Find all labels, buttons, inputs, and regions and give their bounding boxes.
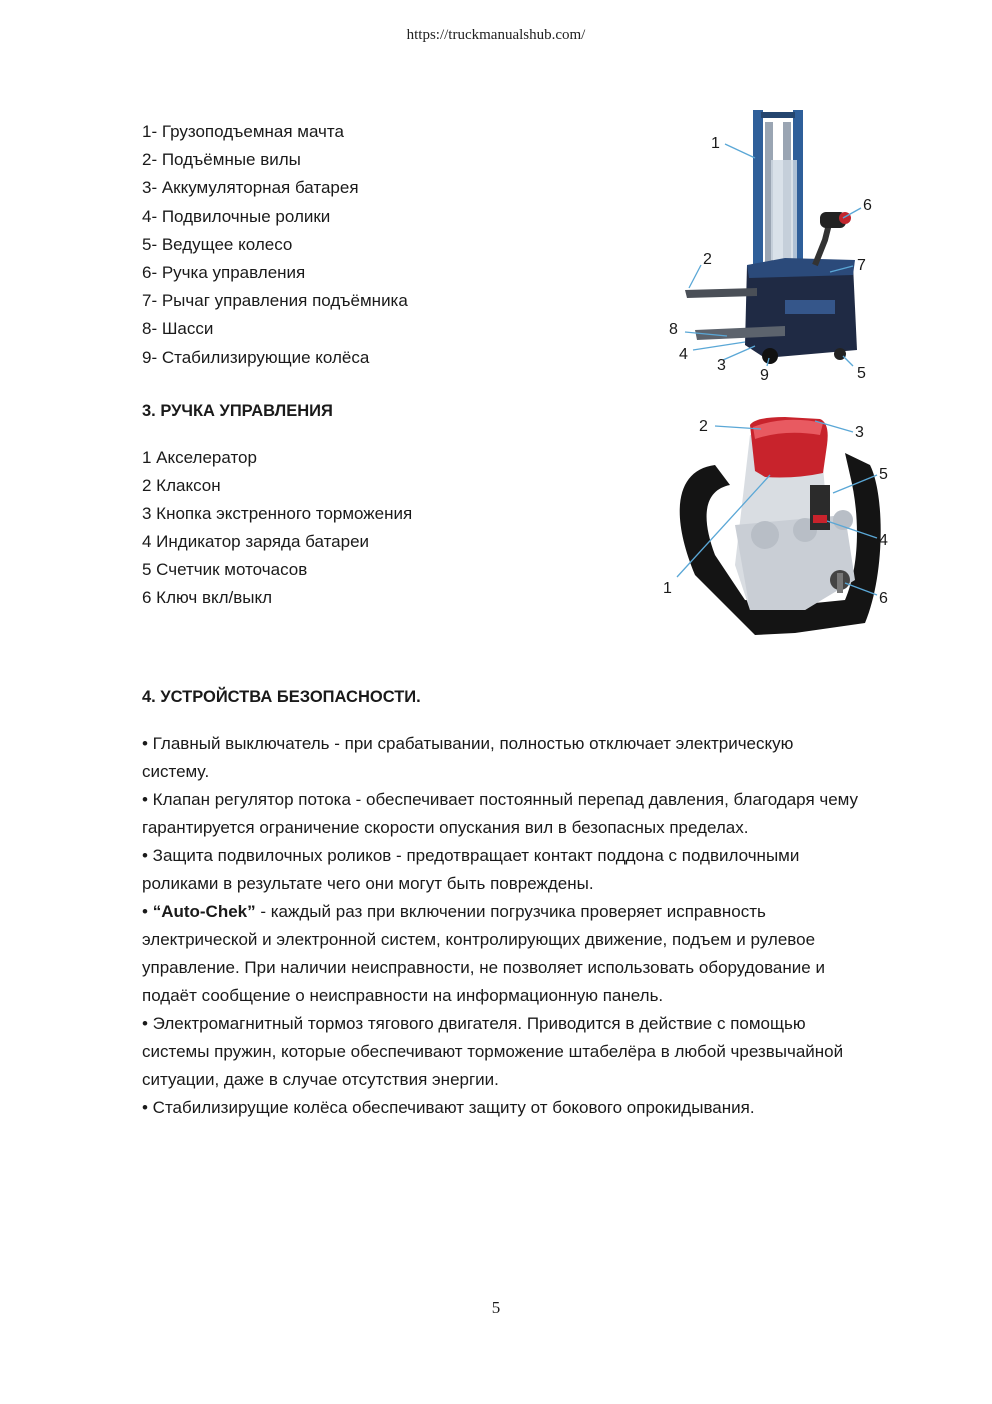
callout-label: 7 — [857, 257, 866, 274]
section-title: 3. РУЧКА УПРАВЛЕНИЯ — [142, 402, 333, 420]
header-url: https://truckmanualshub.com/ — [406, 27, 586, 43]
list-item: 2- Подъёмные вилы — [142, 150, 301, 170]
callout-label: 9 — [760, 367, 769, 384]
bullet: • — [142, 902, 153, 921]
list-item: 4- Подвилочные ролики — [142, 206, 331, 226]
callout-label: 6 — [879, 590, 888, 607]
list-item: 3 Кнопка экстренного торможения — [142, 504, 413, 523]
callout-label: 4 — [879, 532, 888, 549]
list-item: 2 Клаксон — [142, 476, 221, 495]
callout-label: 8 — [669, 321, 678, 338]
list-item: 3- Аккумуляторная батарея — [142, 178, 359, 198]
list-item: 7- Рычаг управления подъёмника — [142, 291, 408, 311]
paragraph: • Стабилизирущие колёса обеспечивают защиту от бокового опрокидывания. — [142, 1098, 755, 1117]
list-item: 5 Счетчик моточасов — [142, 560, 308, 579]
paragraph: • Электромагнитный тормоз тягового двигателя. Приводится в действие с помощью системы пружин, которые обеспечивают торможение штабелёра в любой чрезвычайной ситуации, даже в случае отсутствия энергии. — [142, 1014, 844, 1089]
list-item: 1- Грузоподъемная мачта — [142, 122, 344, 141]
callout-label: 5 — [857, 365, 866, 382]
callout-label: 2 — [699, 418, 708, 435]
control-handle-illustration — [655, 405, 900, 645]
parts-list — [142, 118, 622, 372]
safety-devices-text — [142, 730, 862, 1122]
paragraph: • Главный выключатель - при срабатывании, полностью отключает электрическую системy. — [142, 734, 794, 781]
callout-label: 3 — [855, 424, 864, 441]
page-number: 5 — [491, 1298, 501, 1317]
list-item: 5- Ведущее колесо — [142, 234, 293, 254]
auto-check-term: “Auto-Chek” — [152, 902, 256, 921]
paragraph: • Защита подвилочных роликов - предотвращает контакт поддона с подвилочными роликами в результате чего они могут быть повреждены. — [142, 846, 800, 893]
section-title: 4. УСТРОЙСТВА БЕЗОПАСНОСТИ. — [142, 688, 421, 706]
callout-label: 2 — [703, 251, 712, 268]
paragraph — [142, 898, 862, 1010]
list-item: 4 Индикатор заряда батареи — [142, 532, 370, 551]
paragraph-text: - каждый раз при включении погрузчика проверяет исправность электрической и электронной систем, контролирующих движение, подъем и рулевое управление. При наличии неисправности, не позволяет использовать оборудование и подаёт сообщение о неисправности на информационную панель. — [142, 902, 825, 1005]
callout-label: 3 — [717, 357, 726, 374]
paragraph: • Клапан регулятор потока - обеспечивает постоянный перепад давления, благодаря чему гарантируется ограничение скорости опускания вил в безопасных пределах. — [142, 790, 859, 837]
callout-label: 4 — [679, 346, 688, 363]
list-item: 6 Ключ вкл/выкл — [142, 588, 273, 607]
callout-label: 6 — [863, 197, 872, 214]
stacker-illustration — [665, 100, 895, 390]
list-item: 8- Шасси — [142, 319, 214, 339]
callout-label: 1 — [663, 580, 672, 597]
callout-label: 5 — [879, 466, 888, 483]
callout-label: 1 — [711, 135, 720, 152]
list-item: 1 Акселератор — [142, 448, 257, 467]
handle-parts-list — [142, 444, 622, 612]
list-item: 9- Стабилизирующие колёса — [142, 347, 370, 367]
list-item: 6- Ручка управления — [142, 262, 306, 282]
